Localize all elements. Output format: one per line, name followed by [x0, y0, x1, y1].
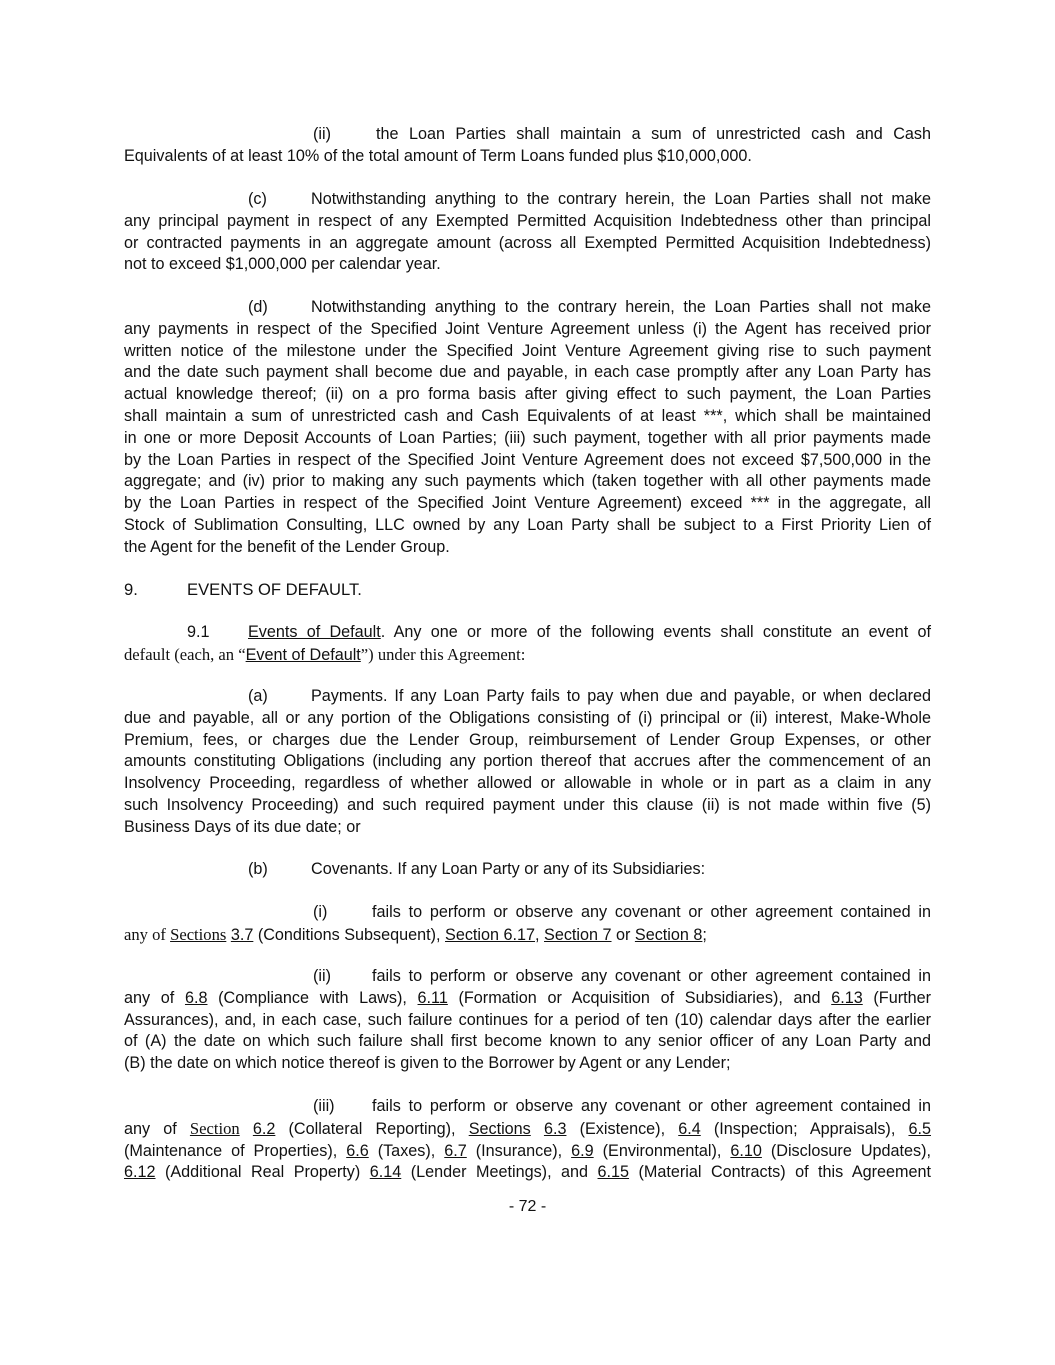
section-ref-link[interactable]: 6.13 — [831, 988, 863, 1007]
paragraph-b-i: (i) fails to perform or observe any covenant or other agreement contained in any of Sections 3.7 (Conditions Subsequent), Section 6.17, Section 7 or Section 8; — [124, 903, 931, 944]
section-ref-link[interactable]: 6.14 — [369, 1163, 402, 1182]
section-ref-link[interactable]: Sections — [468, 1119, 531, 1138]
section-ref-link[interactable]: Section 7 — [544, 925, 612, 944]
subsection-9-1: 9.1 Events of Default. Any one or more of the following events shall constitute an event of default (each, an “Event of Default”) under this Agreement: — [124, 623, 931, 664]
para-line: (ii) the Loan Parties shall maintain a sum of unrestricted cash and Cash — [313, 125, 931, 143]
section-heading — [124, 580, 362, 600]
section-ref-link[interactable]: 6.15 — [597, 1163, 630, 1182]
defined-term-event-of-default: Event of Default — [245, 645, 361, 664]
section-ref-link[interactable]: 6.12 — [124, 1163, 156, 1182]
section-ref-link[interactable]: 3.7 — [230, 925, 254, 944]
section-ref-link[interactable]: 6.9 — [571, 1141, 594, 1160]
section-ref-link[interactable]: 6.8 — [184, 988, 208, 1007]
subsection-title: Events of Default — [248, 623, 381, 641]
section-ref-link[interactable]: 6.6 — [346, 1141, 369, 1160]
paragraph-cash-requirement: (ii) the Loan Parties shall maintain a sum of unrestricted cash and Cash Equivalents of at least 10% of the total amount of Term Loans funded plus $10,000,000. — [124, 125, 931, 165]
paragraph-a-payments: (a) Payments. If any Loan Party fails to pay when due and payable, or when declared due and payable, all or any portion of the Obligations consisting of (i) principal or (ii) interest, Make-Whole Premium, fees, or charges due the Lender Group, reimbursement of Lender Group Expenses, or other amounts constituting Obligations (including any portion thereof that accrues after the commencement of an Insolvency Proceeding, regardless of whether allowed or allowable in whole or in part as a claim in any such Insolvency Proceeding) and such required payment under this clause (ii) is not made within five (5) Business Days of its due date; or — [124, 687, 931, 836]
section-ref-link[interactable]: Sections — [170, 924, 227, 944]
section-ref-link[interactable]: Section 6.17 — [445, 925, 536, 944]
paragraph-b-iii: (iii) fails to perform or observe any covenant or other agreement contained in any of Section 6.2 (Collateral Reporting), Sections 6.3 (Existence), 6.4 (Inspection; Appraisals), 6.5 (Maintenance of Properties), 6.6 (Taxes), 6.7 (Insurance), 6.9 (Environmental), 6.10 (Disclosure Updates), 6.12 (Additional Real Property) 6.14 (Lender Meetings), and 6.15 (Material Contracts) of this Agreement — [124, 1097, 932, 1182]
paragraph-b-ii: (ii) fails to perform or observe any covenant or other agreement contained in any of 6.8 (Compliance with Laws), 6.11 (Formation or Acquisition of Subsidiaries), and 6.13 (Further Assurances), and, in each case, such failure continues for a period of ten (10) calendar days after the earlier of (A) the date on which such failure shall first become known to any senior officer of any Loan Party and (B) the date on which notice thereof is given to the Borrower by Agent or any Lender; — [124, 967, 931, 1073]
section-ref-link[interactable]: Section — [189, 1118, 240, 1138]
page-number: - 72 - — [508, 1198, 547, 1215]
section-ref-link[interactable]: Section 8 — [634, 925, 703, 944]
paragraph-d-joint-venture: (d) Notwithstanding anything to the contrary herein, the Loan Parties shall not make any payments in respect of the Specified Joint Venture Agreement unless (i) the Agent has received prior written notice of the milestone under the Specified Joint Venture Agreement giving rise to such payment and the date such payment shall become due and payable, in each case promptly after any Loan Party has actual knowledge thereof; (ii) on a pro forma basis after giving effect to such payment, the Loan Parties shall maintain a sum of unrestricted cash and Cash Equivalents of at least ***, which shall be maintained in one or more Deposit Accounts of Loan Parties; (iii) such payment, together with all prior payments made by the Loan Parties in respect of the Specified Joint Venture Agreement does not exceed $7,500,000 in the aggregate; and (iv) prior to making any such payments which (taken together with all other payments made by the Loan Parties in respect of the Specified Joint Venture Agreement) exceed *** in the aggregate, all Stock of Sublimation Consulting, LLC owned by any Loan Party shall be subject to a First Priority Lien of the Agent for the benefit of the Lender Group. — [124, 298, 931, 556]
section-ref-link[interactable]: 6.11 — [417, 988, 448, 1007]
section-ref-link[interactable]: 6.3 — [543, 1119, 567, 1138]
section-ref-link[interactable]: 6.10 — [730, 1141, 762, 1160]
paragraph-b-covenants: (b) Covenants. If any Loan Party or any of its Subsidiaries: — [248, 860, 706, 878]
section-title: EVENTS OF DEFAULT. — [187, 580, 362, 599]
section-ref-link[interactable]: 6.4 — [678, 1119, 701, 1138]
section-ref-link[interactable]: 6.2 — [252, 1119, 276, 1138]
paragraph-c-exempted-indebtedness: (c) Notwithstanding anything to the contrary herein, the Loan Parties shall not make any principal payment in respect of any Exempted Permitted Acquisition Indebtedness other than principal or contracted payments in an aggregate amount (across all Exempted Permitted Acquisition Indebtedness) not to exceed $1,000,000 per calendar year. — [124, 190, 931, 274]
section-number: 9. — [124, 580, 138, 599]
section-ref-link[interactable]: 6.5 — [908, 1119, 931, 1138]
section-ref-link[interactable]: 6.7 — [444, 1141, 467, 1160]
